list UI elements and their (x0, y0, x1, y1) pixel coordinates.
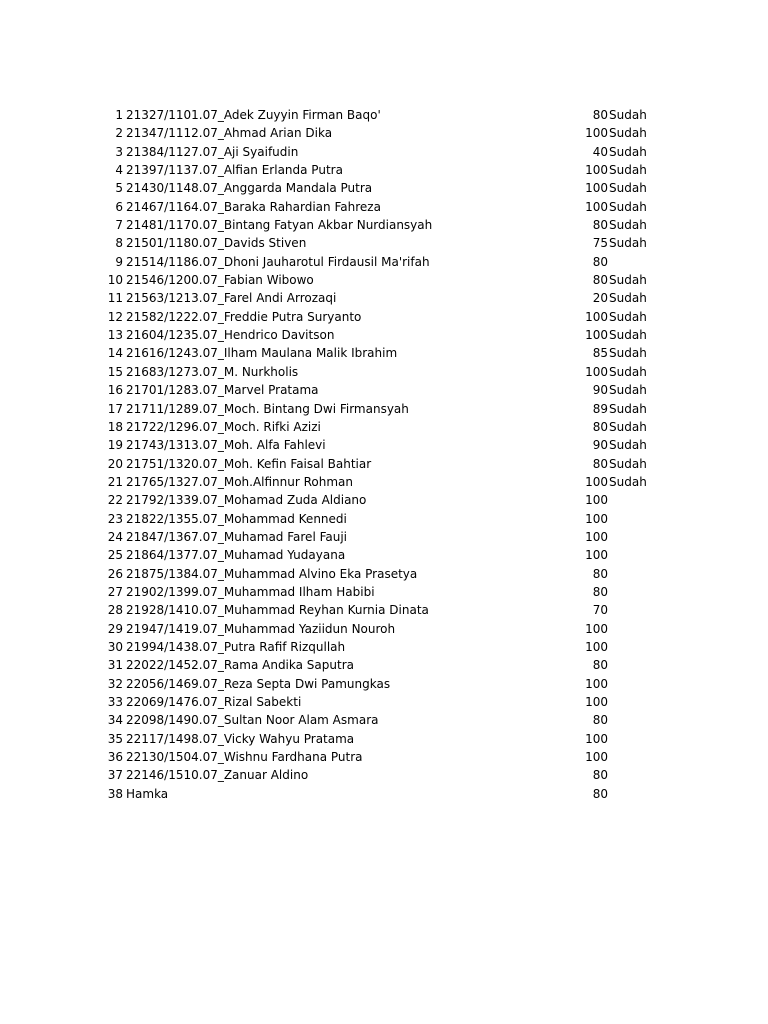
row-number: 22 (107, 493, 123, 508)
row-number: 30 (107, 639, 123, 654)
student-id-name: 22069/1476.07_Rizal Sabekti (126, 695, 302, 709)
score-value: 80 (592, 218, 608, 233)
table-row (0, 198, 768, 216)
table-row (0, 455, 768, 473)
student-id-name: 21327/1101.07_Adek Zuyyin Firman Baqo' (126, 108, 381, 122)
student-id-name: 21582/1222.07_Freddie Putra Suryanto (126, 309, 362, 324)
row-number: 33 (107, 695, 123, 709)
table-row (0, 748, 768, 766)
status-label: Sudah (609, 291, 647, 306)
student-id-name: 21616/1243.07_Ilham Maulana Malik Ibrahim (126, 346, 398, 361)
score-value: 100 (585, 126, 608, 141)
row-number: 18 (107, 419, 123, 434)
score-value: 100 (585, 731, 608, 746)
student-id-name: 21792/1339.07_Mohamad Zuda Aldiano (126, 493, 367, 508)
row-number: 12 (107, 309, 123, 324)
student-id-name: 21514/1186.07_Dhoni Jauharotul Firdausil Ma'rifah (126, 254, 430, 269)
status-label: Sudah (609, 273, 647, 288)
table-row (0, 161, 768, 179)
score-value: 80 (592, 273, 608, 288)
table-row (0, 711, 768, 729)
student-id-name: 21430/1148.07_Anggarda Mandala Putra (126, 181, 373, 196)
score-value: 100 (585, 328, 608, 343)
table-row (0, 106, 768, 124)
score-value: 80 (592, 456, 608, 471)
score-value: 75 (592, 236, 608, 251)
row-number: 19 (107, 438, 123, 453)
student-id-name: 21847/1367.07_Muhamad Farel Fauji (126, 529, 348, 544)
row-number: 17 (107, 401, 123, 416)
table-row (0, 583, 768, 601)
row-number: 6 (115, 199, 123, 214)
score-value: 80 (592, 713, 608, 728)
row-number: 23 (107, 511, 123, 526)
student-id-name: Hamka (126, 786, 169, 801)
student-id-name: 21711/1289.07_Moch. Bintang Dwi Firmansyah (126, 401, 409, 416)
status-label: Sudah (609, 108, 647, 122)
row-number: 8 (115, 236, 123, 251)
student-score-list (0, 106, 768, 803)
student-id-name: 21683/1273.07_M. Nurkholis (126, 364, 299, 379)
row-number: 34 (107, 713, 123, 728)
score-value: 89 (592, 401, 608, 416)
score-value: 80 (592, 584, 608, 599)
score-value: 80 (592, 566, 608, 581)
table-row (0, 436, 768, 454)
student-id-name: 21743/1313.07_Moh. Alfa Fahlevi (126, 438, 326, 453)
row-number: 3 (115, 144, 123, 159)
score-value: 100 (585, 621, 608, 636)
score-value: 40 (592, 144, 608, 159)
score-value: 100 (585, 163, 608, 178)
row-number: 15 (107, 364, 123, 379)
score-value: 100 (585, 695, 608, 709)
score-value: 70 (592, 603, 608, 618)
status-label: Sudah (609, 383, 647, 398)
student-id-name: 21822/1355.07_Mohammad Kennedi (126, 511, 347, 526)
row-number: 38 (107, 786, 123, 801)
student-id-name: 22146/1510.07_Zanuar Aldino (126, 768, 309, 783)
row-number: 35 (107, 731, 123, 746)
score-value: 80 (592, 108, 608, 122)
score-value: 85 (592, 346, 608, 361)
score-value: 100 (585, 199, 608, 214)
table-row (0, 179, 768, 197)
score-value: 100 (585, 676, 608, 691)
score-value: 80 (592, 419, 608, 434)
score-value: 80 (592, 254, 608, 269)
row-number: 21 (107, 474, 123, 489)
student-id-name: 21481/1170.07_Bintang Fatyan Akbar Nurdiansyah (126, 218, 433, 233)
student-id-name: 21384/1127.07_Aji Syaifudin (126, 144, 299, 159)
table-row (0, 124, 768, 142)
student-id-name: 21994/1438.07_Putra Rafif Rizqullah (126, 639, 346, 654)
table-row (0, 289, 768, 307)
table-row (0, 216, 768, 234)
student-id-name: 22056/1469.07_Reza Septa Dwi Pamungkas (126, 676, 391, 691)
row-number: 11 (107, 291, 123, 306)
table-row (0, 785, 768, 803)
score-value: 100 (585, 309, 608, 324)
table-row (0, 418, 768, 436)
row-number: 5 (115, 181, 123, 196)
table-row (0, 565, 768, 583)
row-number: 9 (115, 254, 123, 269)
row-number: 29 (107, 621, 123, 636)
status-label: Sudah (609, 419, 647, 434)
table-row (0, 546, 768, 564)
status-label: Sudah (609, 218, 647, 233)
status-label: Sudah (609, 199, 647, 214)
score-value: 100 (585, 474, 608, 489)
score-value: 100 (585, 181, 608, 196)
student-id-name: 22130/1504.07_Wishnu Fardhana Putra (126, 750, 363, 765)
student-id-name: 21501/1180.07_Davids Stiven (126, 236, 307, 251)
table-row (0, 234, 768, 252)
score-value: 90 (592, 383, 608, 398)
score-value: 80 (592, 786, 608, 801)
table-row (0, 510, 768, 528)
row-number: 37 (107, 768, 123, 783)
row-number: 31 (107, 658, 123, 673)
score-value: 80 (592, 658, 608, 673)
table-row (0, 271, 768, 289)
score-value: 100 (585, 364, 608, 379)
status-label: Sudah (609, 364, 647, 379)
status-label: Sudah (609, 328, 647, 343)
table-row (0, 308, 768, 326)
table-row (0, 638, 768, 656)
status-label: Sudah (609, 474, 647, 489)
status-label: Sudah (609, 144, 647, 159)
student-id-name: 22098/1490.07_Sultan Noor Alam Asmara (126, 713, 379, 728)
row-number: 26 (107, 566, 123, 581)
status-label: Sudah (609, 346, 647, 361)
table-row (0, 675, 768, 693)
status-label: Sudah (609, 236, 647, 251)
row-number: 25 (107, 548, 123, 563)
row-number: 14 (107, 346, 123, 361)
status-label: Sudah (609, 309, 647, 324)
table-row (0, 473, 768, 491)
student-id-name: 22117/1498.07_Vicky Wahyu Pratama (126, 731, 355, 746)
status-label: Sudah (609, 181, 647, 196)
student-id-name: 21947/1419.07_Muhammad Yaziidun Nouroh (126, 621, 396, 636)
student-id-name: 21546/1200.07_Fabian Wibowo (126, 273, 314, 288)
row-number: 28 (107, 603, 123, 618)
row-number: 27 (107, 584, 123, 599)
status-label: Sudah (609, 163, 647, 178)
table-row (0, 656, 768, 674)
table-row (0, 363, 768, 381)
score-value: 100 (585, 493, 608, 508)
table-row (0, 400, 768, 418)
student-id-name: 21928/1410.07_Muhammad Reyhan Kurnia Dinata (126, 603, 429, 618)
table-row (0, 693, 768, 711)
student-id-name: 21701/1283.07_Marvel Pratama (126, 383, 319, 398)
score-value: 100 (585, 511, 608, 526)
row-number: 24 (107, 529, 123, 544)
score-value: 20 (592, 291, 608, 306)
student-id-name: 21864/1377.07_Muhamad Yudayana (126, 548, 346, 563)
score-value: 100 (585, 750, 608, 765)
table-row (0, 381, 768, 399)
table-row (0, 326, 768, 344)
row-number: 36 (107, 750, 123, 765)
row-number: 7 (115, 218, 123, 233)
row-number: 20 (107, 456, 123, 471)
table-row (0, 601, 768, 619)
table-row (0, 344, 768, 362)
row-number: 1 (115, 108, 123, 122)
table-row (0, 528, 768, 546)
score-value: 100 (585, 639, 608, 654)
status-label: Sudah (609, 438, 647, 453)
status-label: Sudah (609, 456, 647, 471)
row-number: 10 (107, 273, 123, 288)
table-row (0, 143, 768, 161)
student-id-name: 21875/1384.07_Muhammad Alvino Eka Prasetya (126, 566, 418, 581)
table-row (0, 766, 768, 784)
table-row (0, 253, 768, 271)
student-id-name: 22022/1452.07_Rama Andika Saputra (126, 658, 354, 673)
student-id-name: 21467/1164.07_Baraka Rahardian Fahreza (126, 199, 381, 214)
table-row (0, 730, 768, 748)
student-id-name: 21397/1137.07_Alfian Erlanda Putra (126, 163, 343, 178)
student-id-name: 21722/1296.07_Moch. Rifki Azizi (126, 419, 321, 434)
score-value: 100 (585, 548, 608, 563)
student-id-name: 21751/1320.07_Moh. Kefin Faisal Bahtiar (126, 456, 372, 471)
table-row (0, 491, 768, 509)
status-label: Sudah (609, 401, 647, 416)
student-id-name: 21563/1213.07_Farel Andi Arrozaqi (126, 291, 337, 306)
row-number: 2 (115, 126, 123, 141)
row-number: 32 (107, 676, 123, 691)
score-value: 80 (592, 768, 608, 783)
student-id-name: 21347/1112.07_Ahmad Arian Dika (126, 126, 333, 141)
student-id-name: 21902/1399.07_Muhammad Ilham Habibi (126, 584, 375, 599)
student-id-name: 21765/1327.07_Moh.Alfinnur Rohman (126, 474, 354, 489)
score-value: 90 (592, 438, 608, 453)
score-value: 100 (585, 529, 608, 544)
row-number: 4 (115, 163, 123, 178)
table-row (0, 620, 768, 638)
row-number: 13 (107, 328, 123, 343)
student-id-name: 21604/1235.07_Hendrico Davitson (126, 328, 335, 343)
row-number: 16 (107, 383, 123, 398)
status-label: Sudah (609, 126, 647, 141)
